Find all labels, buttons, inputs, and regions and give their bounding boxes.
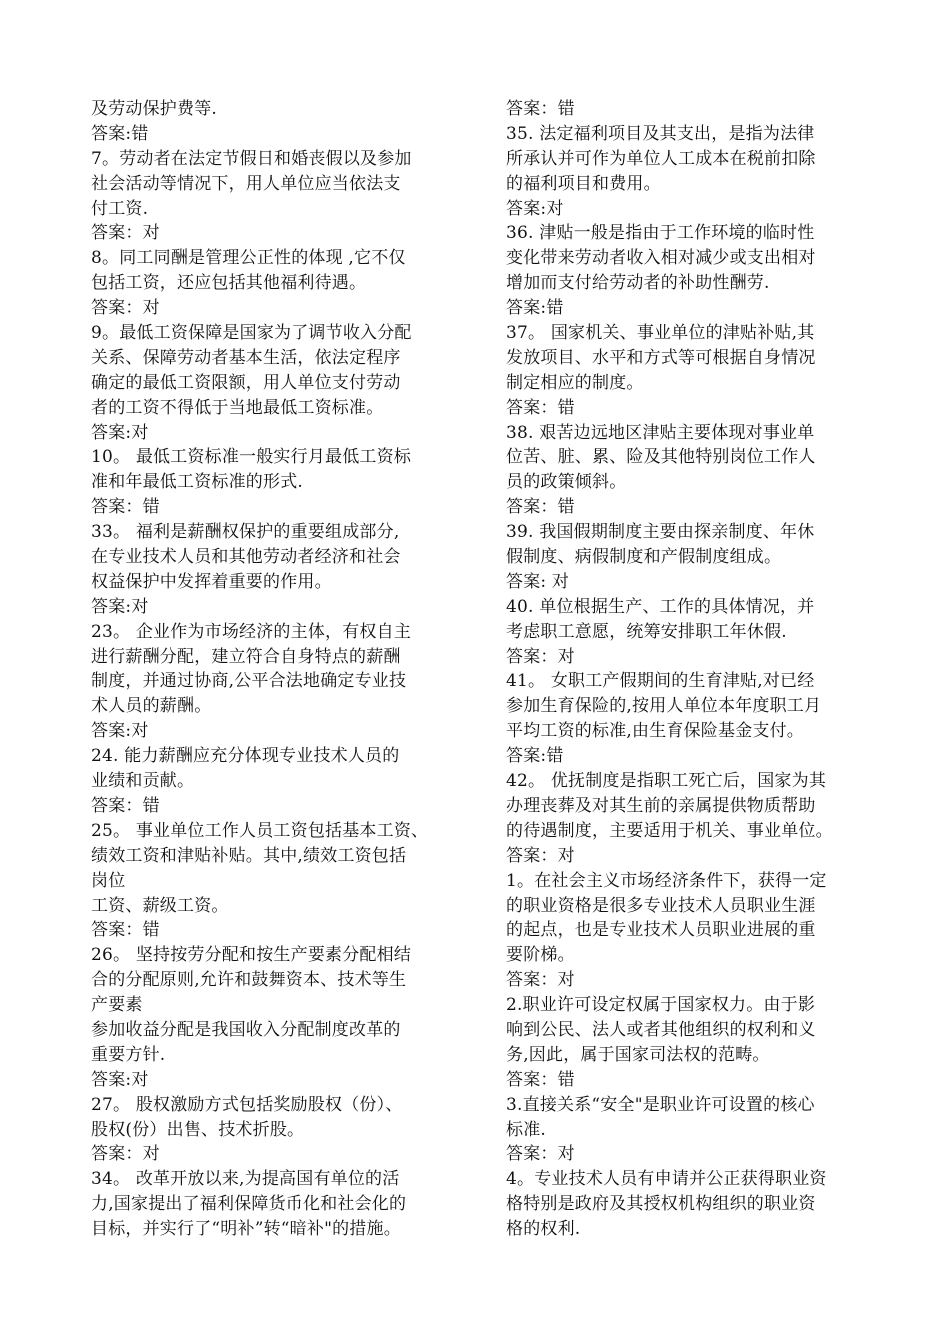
text-line: 答案：对 <box>91 298 160 319</box>
text-line: 答案：错 <box>91 497 160 518</box>
text-line: 答案：对 <box>506 1144 575 1165</box>
text-line: 假制度、病假制度和产假制度组成。 <box>506 547 782 568</box>
text-line: 24. 能力薪酬应充分体现专业技术人员的 <box>91 746 400 767</box>
text-line: 33。 福利是薪酬权保护的重要组成部分, <box>91 522 400 543</box>
text-line: 4。专业技术人员有申请并公正获得职业资 <box>506 1169 827 1190</box>
text-line: 参加收益分配是我国收入分配制度改革的 <box>91 1019 401 1040</box>
text-line: 27。 股权激励方式包括奖励股权（份）、 <box>91 1094 403 1115</box>
text-line: 9。最低工资保障是国家为了调节收入分配 <box>91 323 412 344</box>
text-line: 2.职业许可设定权属于国家权力。由于影 <box>506 995 816 1016</box>
text-line: 34。 改革开放以来,为提高国有单位的活 <box>91 1169 400 1190</box>
text-line: 增加而支付给劳动者的补助性酬劳. <box>506 273 770 294</box>
text-line: 所承认并可作为单位人工成本在税前扣除 <box>506 148 816 169</box>
text-line: 术人员的薪酬。 <box>91 696 212 717</box>
text-line: 26。 坚持按劳分配和按生产要素分配相结 <box>91 945 412 966</box>
text-line: 工资、薪级工资。 <box>91 895 229 916</box>
text-line: 的福利项目和费用。 <box>506 173 661 194</box>
text-line: 答案：对 <box>91 1144 160 1165</box>
text-line: 的待遇制度，主要适用于机关、事业单位。 <box>506 820 833 841</box>
text-line: 8。同工同酬是管理公正性的体现 ,它不仅 <box>91 248 406 269</box>
text-line: 关系、保障劳动者基本生活，依法定程序 <box>91 347 401 368</box>
text-line: 社会活动等情况下，用人单位应当依法支 <box>91 173 401 194</box>
text-line: 42。 优抚制度是指职工死亡后，国家为其 <box>506 771 827 792</box>
text-line: 答案：对 <box>506 845 575 866</box>
text-line: 答案：对 <box>91 223 160 244</box>
text-line: 参加生育保险的,按用人单位本年度职工月 <box>506 696 822 717</box>
text-line: 36. 津贴一般是指由于工作环境的临时性 <box>506 223 815 244</box>
text-line: 答案：错 <box>506 1069 575 1090</box>
text-line: 办理丧葬及对其生前的亲属提供物质帮助 <box>506 795 816 816</box>
text-line: 力,国家提出了福利保障货币化和社会化的 <box>91 1194 407 1215</box>
text-line: 平均工资的标准,由生育保险基金支付。 <box>506 721 805 742</box>
text-line: 变化带来劳动者收入相对减少或支出相对 <box>506 248 816 269</box>
text-line: 要阶梯。 <box>506 945 575 966</box>
text-line: 答案:错 <box>506 298 564 319</box>
text-line: 35. 法定福利项目及其支出，是指为法律 <box>506 123 815 144</box>
text-line: 1。在社会主义市场经济条件下，获得一定 <box>506 870 827 891</box>
text-line: 位苦、脏、累、险及其他特别岗位工作人 <box>506 447 816 468</box>
text-line: 准和年最低工资标准的形式. <box>91 472 304 493</box>
text-line: 答案：对 <box>506 646 575 667</box>
text-line: 股权(份）出售、技术折股。 <box>91 1119 305 1140</box>
text-line: 39. 我国假期制度主要由探亲制度、年休 <box>506 522 815 543</box>
text-line: 答案:对 <box>91 422 149 443</box>
text-line: 绩效工资和津贴补贴。其中,绩效工资包括 <box>91 845 407 866</box>
text-line: 业绩和贡献。 <box>91 771 195 792</box>
text-line: 38. 艰苦边远地区津贴主要体现对事业单 <box>506 422 815 443</box>
text-line: 答案：错 <box>506 397 575 418</box>
text-line: 目标，并实行了“明补”转“暗补"的措施。 <box>91 1219 401 1240</box>
text-line: 答案:错 <box>506 746 564 767</box>
text-line: 格特别是政府及其授权机构组织的职业资 <box>506 1194 816 1215</box>
text-line: 制度，并通过协商,公平合法地确定专业技 <box>91 671 407 692</box>
text-line: 权益保护中发挥着重要的作用。 <box>91 571 332 592</box>
text-line: 23。 企业作为市场经济的主体，有权自主 <box>91 621 412 642</box>
text-line: 答案：错 <box>506 99 575 119</box>
text-line: 员的政策倾斜。 <box>506 472 627 493</box>
text-line: 的职业资格是很多专业技术人员职业生涯 <box>506 895 816 916</box>
text-line: 答案：错 <box>91 795 160 816</box>
text-line: 重要方针. <box>91 1044 166 1065</box>
text-line: 40. 单位根据生产、工作的具体情况，并 <box>506 596 815 617</box>
left-text-column <box>91 97 463 1242</box>
text-line: 确定的最低工资限额，用人单位支付劳动 <box>91 372 401 393</box>
text-line: 格的权利. <box>506 1219 581 1240</box>
text-line: 答案:对 <box>91 721 149 742</box>
text-line: 答案:对 <box>506 198 564 219</box>
text-line: 答案: 对 <box>506 571 570 592</box>
text-line: 答案:对 <box>91 596 149 617</box>
text-line: 3.直接关系“安全"是职业许可设置的核心 <box>506 1094 815 1115</box>
text-line: 在专业技术人员和其他劳动者经济和社会 <box>91 547 401 568</box>
text-line: 产要素 <box>91 995 143 1016</box>
text-line: 10。 最低工资标准一般实行月最低工资标 <box>91 447 412 468</box>
text-line: 7。劳动者在法定节假日和婚丧假以及参加 <box>91 148 412 169</box>
text-line: 响到公民、法人或者其他组织的权利和义 <box>506 1019 816 1040</box>
text-line: 发放项目、水平和方式等可根据自身情况 <box>506 347 816 368</box>
text-line: 合的分配原则,允许和鼓舞资本、技术等生 <box>91 970 407 991</box>
text-line: 37。 国家机关、事业单位的津贴补贴,其 <box>506 323 815 344</box>
text-line: 考虑职工意愿，统筹安排职工年休假. <box>506 621 787 642</box>
text-line: 41。 女职工产假期间的生育津贴,对已经 <box>506 671 815 692</box>
text-line: 付工资. <box>91 198 149 219</box>
text-line: 答案：错 <box>91 920 160 941</box>
text-line: 答案:对 <box>91 1069 149 1090</box>
text-line: 的起点，也是专业技术人员职业进展的重 <box>506 920 816 941</box>
text-line: 包括工资，还应包括其他福利待遇。 <box>91 273 367 294</box>
text-line: 25。 事业单位工作人员工资包括基本工资、 <box>91 820 429 841</box>
text-line: 岗位 <box>91 870 126 891</box>
text-line: 答案：错 <box>506 497 575 518</box>
text-line: 答案:错 <box>91 123 149 144</box>
text-line: 及劳动保护费等. <box>91 99 218 119</box>
right-text-column <box>506 97 870 1242</box>
text-line: 者的工资不得低于当地最低工资标准。 <box>91 397 384 418</box>
text-line: 务,因此，属于国家司法权的范畴。 <box>506 1044 770 1065</box>
text-line: 制定相应的制度。 <box>506 372 644 393</box>
text-line: 答案：对 <box>506 970 575 991</box>
text-line: 进行薪酬分配，建立符合自身特点的薪酬 <box>91 646 401 667</box>
text-line: 标准. <box>506 1119 547 1140</box>
